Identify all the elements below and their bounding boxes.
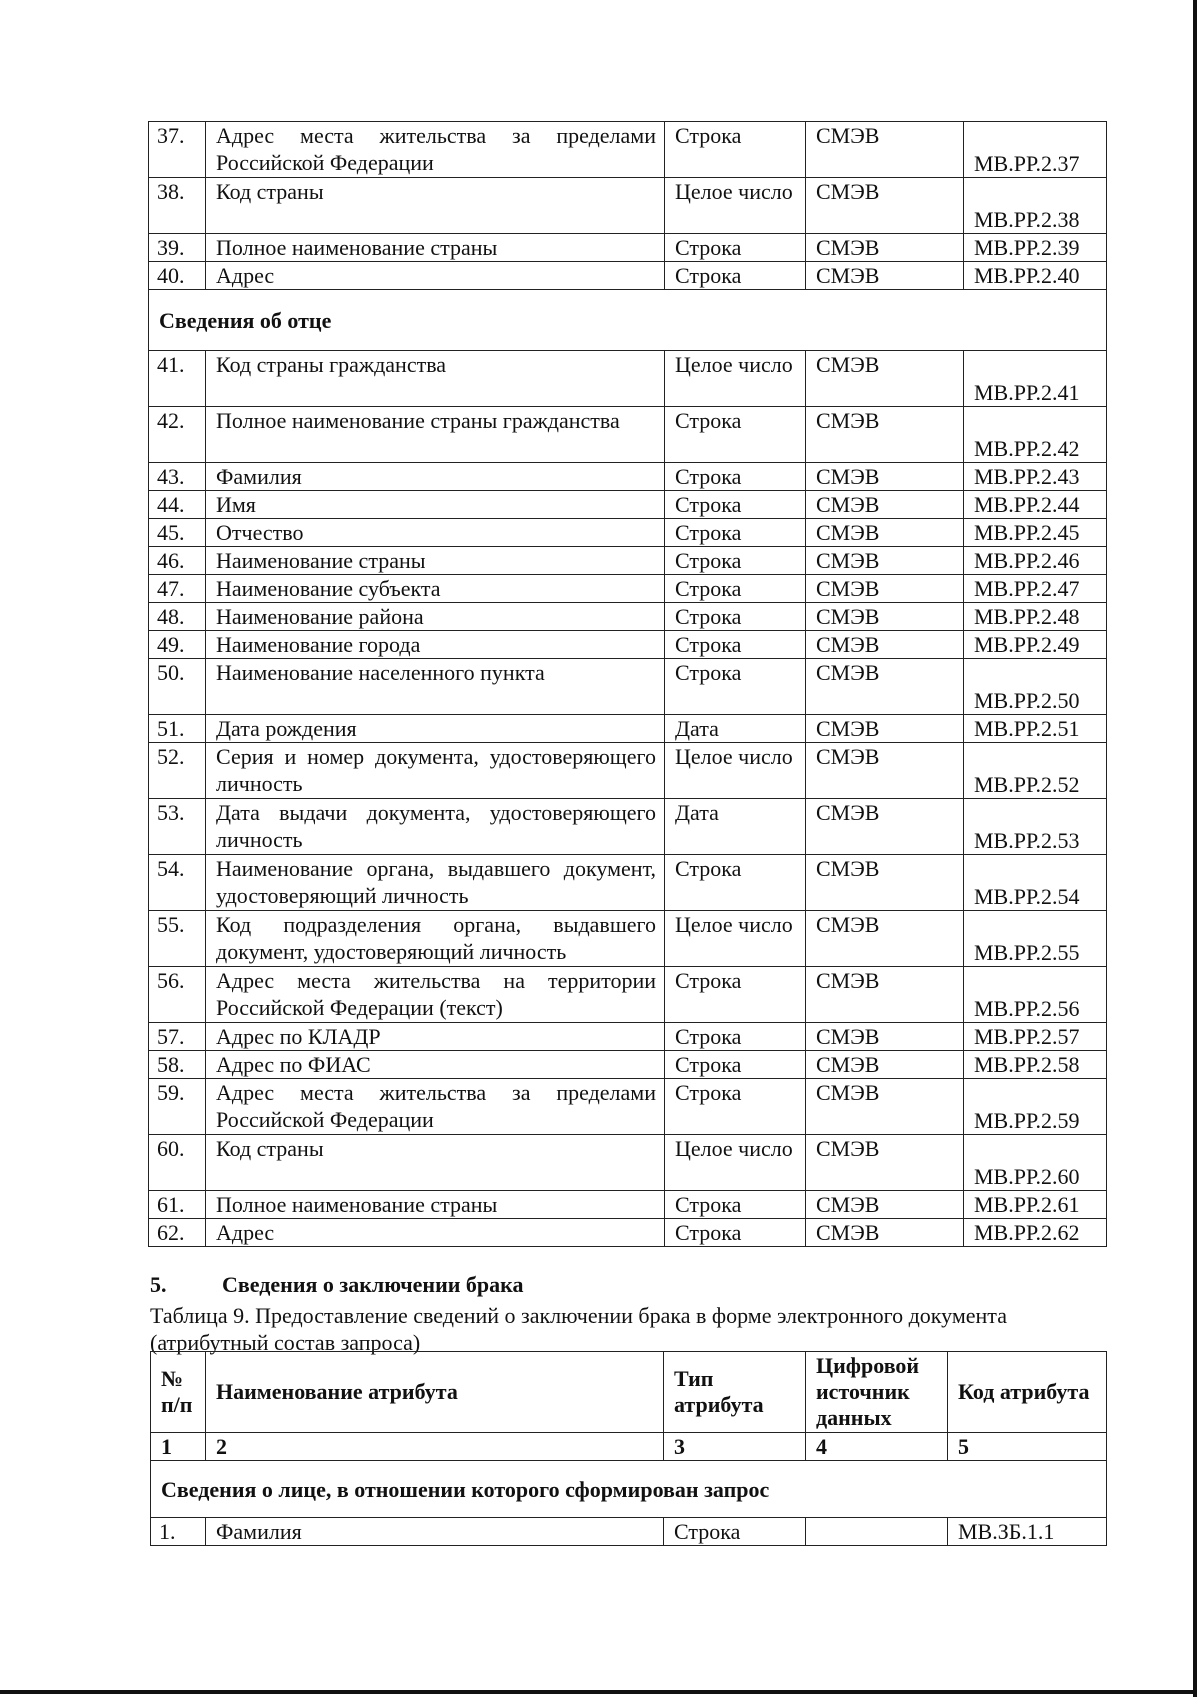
data-source: СМЭВ (806, 1219, 964, 1247)
attribute-name: Фамилия (206, 1518, 664, 1546)
attribute-code: МВ.РР.2.57 (964, 1023, 1107, 1051)
attribute-type: Строка (665, 463, 806, 491)
data-source: СМЭВ (806, 547, 964, 575)
row-number: 56. (149, 967, 206, 1023)
attribute-name: Адрес по ФИАС (206, 1051, 665, 1079)
row-number: 1. (151, 1518, 206, 1546)
attribute-name: Дата выдачи документа, удостоверяющего личность (206, 799, 665, 855)
table-row (149, 659, 1107, 715)
table-row (149, 631, 1107, 659)
table-row (149, 178, 1107, 234)
data-source: СМЭВ (806, 743, 964, 799)
attribute-type: Строка (665, 855, 806, 911)
attribute-type: Строка (665, 575, 806, 603)
column-index: 1 (151, 1433, 206, 1461)
attribute-code: МВ.РР.2.43 (964, 463, 1107, 491)
header-cell-type: Тип атрибута (664, 1352, 806, 1433)
attribute-type: Строка (665, 407, 806, 463)
table-row (149, 603, 1107, 631)
attribute-name: Наименование населенного пункта (206, 659, 665, 715)
attribute-type: Строка (665, 519, 806, 547)
table-header-row (151, 1352, 1107, 1433)
row-number: 52. (149, 743, 206, 799)
attribute-code: МВ.РР.2.54 (964, 855, 1107, 911)
attribute-type: Строка (665, 659, 806, 715)
attribute-name: Серия и номер документа, удостоверяющего личность (206, 743, 665, 799)
attribute-name: Дата рождения (206, 715, 665, 743)
table-row (149, 351, 1107, 407)
attribute-code: МВ.РР.2.58 (964, 1051, 1107, 1079)
data-source: СМЭВ (806, 575, 964, 603)
data-source: СМЭВ (806, 262, 964, 290)
table-row (149, 262, 1107, 290)
attribute-code: МВ.РР.2.55 (964, 911, 1107, 967)
data-source: СМЭВ (806, 122, 964, 178)
attribute-name: Наименование района (206, 603, 665, 631)
table-row (149, 1023, 1107, 1051)
attribute-type: Строка (665, 234, 806, 262)
attribute-name: Наименование субъекта (206, 575, 665, 603)
attribute-code: МВ.РР.2.40 (964, 262, 1107, 290)
attribute-type: Строка (665, 967, 806, 1023)
table-row (149, 743, 1107, 799)
attribute-code: МВ.РР.2.41 (964, 351, 1107, 407)
attribute-type: Строка (665, 603, 806, 631)
attribute-type: Строка (664, 1518, 806, 1546)
scan-edge-bottom (0, 1690, 1197, 1694)
row-number: 39. (149, 234, 206, 262)
data-source: СМЭВ (806, 1191, 964, 1219)
header-cell-source: Цифровой источник данных (806, 1352, 948, 1433)
data-source: СМЭВ (806, 407, 964, 463)
data-source: СМЭВ (806, 351, 964, 407)
table-row (149, 1079, 1107, 1135)
data-source: СМЭВ (806, 631, 964, 659)
attribute-type: Целое число (665, 351, 806, 407)
attribute-code: МВ.РР.2.62 (964, 1219, 1107, 1247)
attribute-type: Целое число (665, 178, 806, 234)
row-number: 57. (149, 1023, 206, 1051)
data-source: СМЭВ (806, 234, 964, 262)
data-source: СМЭВ (806, 715, 964, 743)
table-row (149, 1051, 1107, 1079)
header-cell-name: Наименование атрибута (206, 1352, 664, 1433)
table-row (149, 491, 1107, 519)
row-number: 53. (149, 799, 206, 855)
attribute-name: Код страны гражданства (206, 351, 665, 407)
attribute-type: Строка (665, 491, 806, 519)
attribute-code: МВ.РР.2.48 (964, 603, 1107, 631)
table-row (149, 519, 1107, 547)
table-9 (150, 1351, 1107, 1546)
attribute-name: Код страны (206, 1135, 665, 1191)
table-row (149, 1135, 1107, 1191)
section-title-father: Сведения об отце (149, 290, 1107, 351)
row-number: 59. (149, 1079, 206, 1135)
data-source: СМЭВ (806, 1079, 964, 1135)
section-heading (150, 1272, 524, 1298)
attribute-name: Адрес (206, 1219, 665, 1247)
attribute-code: МВ.РР.2.46 (964, 547, 1107, 575)
attribute-name: Имя (206, 491, 665, 519)
attribute-type: Целое число (665, 1135, 806, 1191)
attribute-code: МВ.РР.2.59 (964, 1079, 1107, 1135)
table-row (149, 967, 1107, 1023)
attribute-code: МВ.РР.2.39 (964, 234, 1107, 262)
row-number: 60. (149, 1135, 206, 1191)
attribute-type: Строка (665, 122, 806, 178)
attribute-code: МВ.РР.2.51 (964, 715, 1107, 743)
attribute-name: Адрес места жительства за пределами Российской Федерации (206, 122, 665, 178)
attribute-name: Код подразделения органа, выдавшего документ, удостоверяющий личность (206, 911, 665, 967)
table-row (149, 855, 1107, 911)
attribute-type: Строка (665, 1219, 806, 1247)
table-row (149, 463, 1107, 491)
table-row (149, 911, 1107, 967)
attribute-name: Адрес места жительства на территории Российской Федерации (текст) (206, 967, 665, 1023)
row-number: 37. (149, 122, 206, 178)
data-source: СМЭВ (806, 799, 964, 855)
row-number: 62. (149, 1219, 206, 1247)
attribute-type: Строка (665, 547, 806, 575)
table-caption: Таблица 9. Предоставление сведений о заключении брака в форме электронного документа (атрибутный состав запроса) (150, 1303, 1007, 1355)
attribute-name: Адрес (206, 262, 665, 290)
attribute-name: Наименование города (206, 631, 665, 659)
section-title: Сведения о заключении брака (222, 1272, 524, 1297)
data-source (806, 1518, 948, 1546)
column-index: 2 (206, 1433, 664, 1461)
column-index: 5 (948, 1433, 1107, 1461)
row-number: 43. (149, 463, 206, 491)
attribute-code: МВ.РР.2.37 (964, 122, 1107, 178)
attribute-type: Строка (665, 1191, 806, 1219)
table-row (149, 575, 1107, 603)
attribute-name: Адрес места жительства за пределами Российской Федерации (206, 1079, 665, 1135)
table-row (149, 715, 1107, 743)
data-source: СМЭВ (806, 1023, 964, 1051)
attribute-code: МВ.РР.2.60 (964, 1135, 1107, 1191)
attribute-type: Строка (665, 1023, 806, 1051)
table-row (149, 547, 1107, 575)
data-source: СМЭВ (806, 659, 964, 715)
table-row (149, 407, 1107, 463)
scan-edge-right (1193, 0, 1197, 1697)
column-index: 4 (806, 1433, 948, 1461)
data-source: СМЭВ (806, 855, 964, 911)
row-number: 48. (149, 603, 206, 631)
attribute-code: МВ.РР.2.47 (964, 575, 1107, 603)
attribute-type: Строка (665, 631, 806, 659)
attribute-name: Отчество (206, 519, 665, 547)
attribute-type: Целое число (665, 743, 806, 799)
row-number: 41. (149, 351, 206, 407)
data-source: СМЭВ (806, 911, 964, 967)
row-number: 54. (149, 855, 206, 911)
table-row (149, 1219, 1107, 1247)
attribute-code: МВ.РР.2.38 (964, 178, 1107, 234)
attribute-name: Код страны (206, 178, 665, 234)
table-row (149, 122, 1107, 178)
data-source: СМЭВ (806, 967, 964, 1023)
row-number: 42. (149, 407, 206, 463)
attribute-code: МВ.РР.2.42 (964, 407, 1107, 463)
header-cell-code: Код атрибута (948, 1352, 1107, 1433)
attribute-code: МВ.РР.2.61 (964, 1191, 1107, 1219)
attribute-name: Полное наименование страны гражданства (206, 407, 665, 463)
row-number: 40. (149, 262, 206, 290)
attribute-type: Дата (665, 715, 806, 743)
row-number: 58. (149, 1051, 206, 1079)
table-row (149, 234, 1107, 262)
attribute-name: Наименование страны (206, 547, 665, 575)
row-number: 61. (149, 1191, 206, 1219)
attribute-type: Строка (665, 262, 806, 290)
table-section-mother-tail (149, 122, 1107, 290)
attribute-code: МВ.ЗБ.1.1 (948, 1518, 1107, 1546)
attribute-name: Полное наименование страны (206, 1191, 665, 1219)
attribute-code: МВ.РР.2.50 (964, 659, 1107, 715)
data-source: СМЭВ (806, 1135, 964, 1191)
data-source: СМЭВ (806, 178, 964, 234)
section-row-person (151, 1461, 1107, 1518)
attribute-type: Дата (665, 799, 806, 855)
row-number: 51. (149, 715, 206, 743)
row-number: 47. (149, 575, 206, 603)
data-source: СМЭВ (806, 603, 964, 631)
table-section-heading (149, 290, 1107, 351)
row-number: 50. (149, 659, 206, 715)
row-number: 55. (149, 911, 206, 967)
column-index: 3 (664, 1433, 806, 1461)
row-number: 45. (149, 519, 206, 547)
section-number: 5. (150, 1272, 167, 1297)
data-source: СМЭВ (806, 463, 964, 491)
table-9-rows (151, 1518, 1107, 1546)
table-row (149, 799, 1107, 855)
row-number: 38. (149, 178, 206, 234)
attribute-code: МВ.РР.2.53 (964, 799, 1107, 855)
attribute-type: Целое число (665, 911, 806, 967)
attribute-code: МВ.РР.2.49 (964, 631, 1107, 659)
header-cell-number: № п/п (151, 1352, 206, 1433)
attribute-name: Наименование органа, выдавшего документ, удостоверяющий личность (206, 855, 665, 911)
attributes-table-continued (148, 121, 1107, 1247)
attribute-code: МВ.РР.2.44 (964, 491, 1107, 519)
row-number: 49. (149, 631, 206, 659)
section-title-person: Сведения о лице, в отношении которого сформирован запрос (151, 1461, 1107, 1518)
data-source: СМЭВ (806, 519, 964, 547)
row-number: 46. (149, 547, 206, 575)
table-row (151, 1518, 1107, 1546)
attribute-code: МВ.РР.2.45 (964, 519, 1107, 547)
attribute-code: МВ.РР.2.52 (964, 743, 1107, 799)
data-source: СМЭВ (806, 491, 964, 519)
table-section-father (149, 351, 1107, 1247)
attribute-name: Полное наименование страны (206, 234, 665, 262)
attribute-type: Строка (665, 1051, 806, 1079)
data-source: СМЭВ (806, 1051, 964, 1079)
attribute-name: Адрес по КЛАДР (206, 1023, 665, 1051)
table-row (149, 1191, 1107, 1219)
section-row-father (149, 290, 1107, 351)
attribute-type: Строка (665, 1079, 806, 1135)
row-number: 44. (149, 491, 206, 519)
column-index-row (151, 1433, 1107, 1461)
attribute-name: Фамилия (206, 463, 665, 491)
attribute-code: МВ.РР.2.56 (964, 967, 1107, 1023)
